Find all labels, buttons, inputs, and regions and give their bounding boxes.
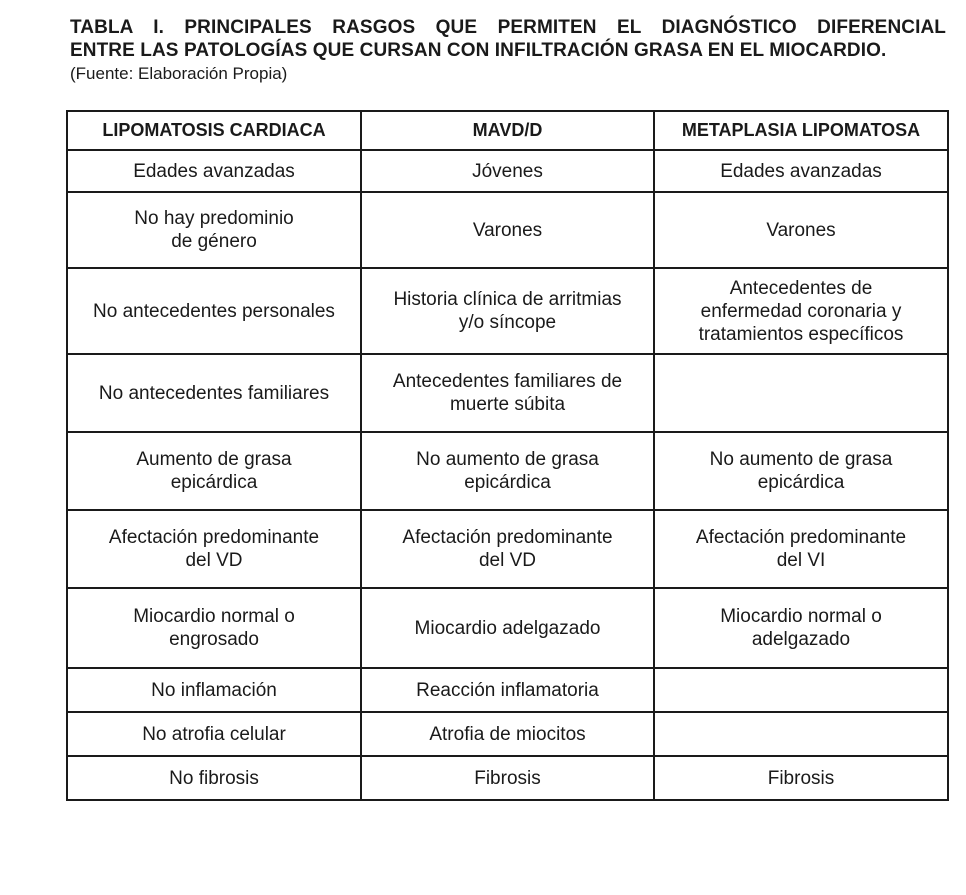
table-cell: Jóvenes <box>361 150 654 192</box>
header-metaplasia-lipomatosa: METAPLASIA LIPOMATOSA <box>654 111 948 150</box>
table-caption <box>70 16 946 85</box>
table-cell: No fibrosis <box>67 756 361 800</box>
table-cell: Antecedentes de enfermedad coronaria y tratamientos específicos <box>654 268 948 354</box>
table-cell: No antecedentes familiares <box>67 354 361 432</box>
table-cell: Miocardio normal o engrosado <box>67 588 361 668</box>
table-cell: Fibrosis <box>654 756 948 800</box>
header-mavd: MAVD/D <box>361 111 654 150</box>
caption-source: (Fuente: Elaboración Propia) <box>70 64 288 83</box>
table-cell: Atrofia de miocitos <box>361 712 654 756</box>
table-cell: Reacción inflamatoria <box>361 668 654 712</box>
table-row <box>67 432 948 510</box>
table-cell: Afectación predominante del VI <box>654 510 948 588</box>
table-cell: Miocardio normal o adelgazado <box>654 588 948 668</box>
table-cell-empty <box>654 712 948 756</box>
table-cell: Antecedentes familiares de muerte súbita <box>361 354 654 432</box>
table-row <box>67 668 948 712</box>
table-row <box>67 588 948 668</box>
table-row <box>67 756 948 800</box>
table-cell: No hay predominio de género <box>67 192 361 268</box>
table-cell: Aumento de grasa epicárdica <box>67 432 361 510</box>
table-cell: Afectación predominante del VD <box>361 510 654 588</box>
table-cell-empty <box>654 668 948 712</box>
table-cell: No aumento de grasa epicárdica <box>361 432 654 510</box>
table-cell: Edades avanzadas <box>654 150 948 192</box>
table-cell-empty <box>654 354 948 432</box>
table-row <box>67 192 948 268</box>
table-row <box>67 354 948 432</box>
table-cell: Historia clínica de arritmias y/o síncope <box>361 268 654 354</box>
differential-diagnosis-table <box>66 110 949 801</box>
caption-title-line-1: TABLA I. PRINCIPALES RASGOS QUE PERMITEN EL DIAGNÓSTICO DIFERENCIAL <box>70 17 946 38</box>
table-cell: No inflamación <box>67 668 361 712</box>
table-cell: No atrofia celular <box>67 712 361 756</box>
table-row <box>67 712 948 756</box>
table-row <box>67 510 948 588</box>
table-cell: Edades avanzadas <box>67 150 361 192</box>
table-row <box>67 150 948 192</box>
table-header-row <box>67 111 948 150</box>
caption-title-line-2: ENTRE LAS PATOLOGÍAS QUE CURSAN CON INFILTRACIÓN GRASA EN EL MIOCARDIO. <box>70 40 887 61</box>
table-cell: Miocardio adelgazado <box>361 588 654 668</box>
table-cell: Afectación predominante del VD <box>67 510 361 588</box>
table-row <box>67 268 948 354</box>
header-lipomatosis-cardiaca: LIPOMATOSIS CARDIACA <box>67 111 361 150</box>
table-cell: Fibrosis <box>361 756 654 800</box>
table-cell: Varones <box>361 192 654 268</box>
table-cell: No antecedentes personales <box>67 268 361 354</box>
table-cell: No aumento de grasa epicárdica <box>654 432 948 510</box>
table-cell: Varones <box>654 192 948 268</box>
